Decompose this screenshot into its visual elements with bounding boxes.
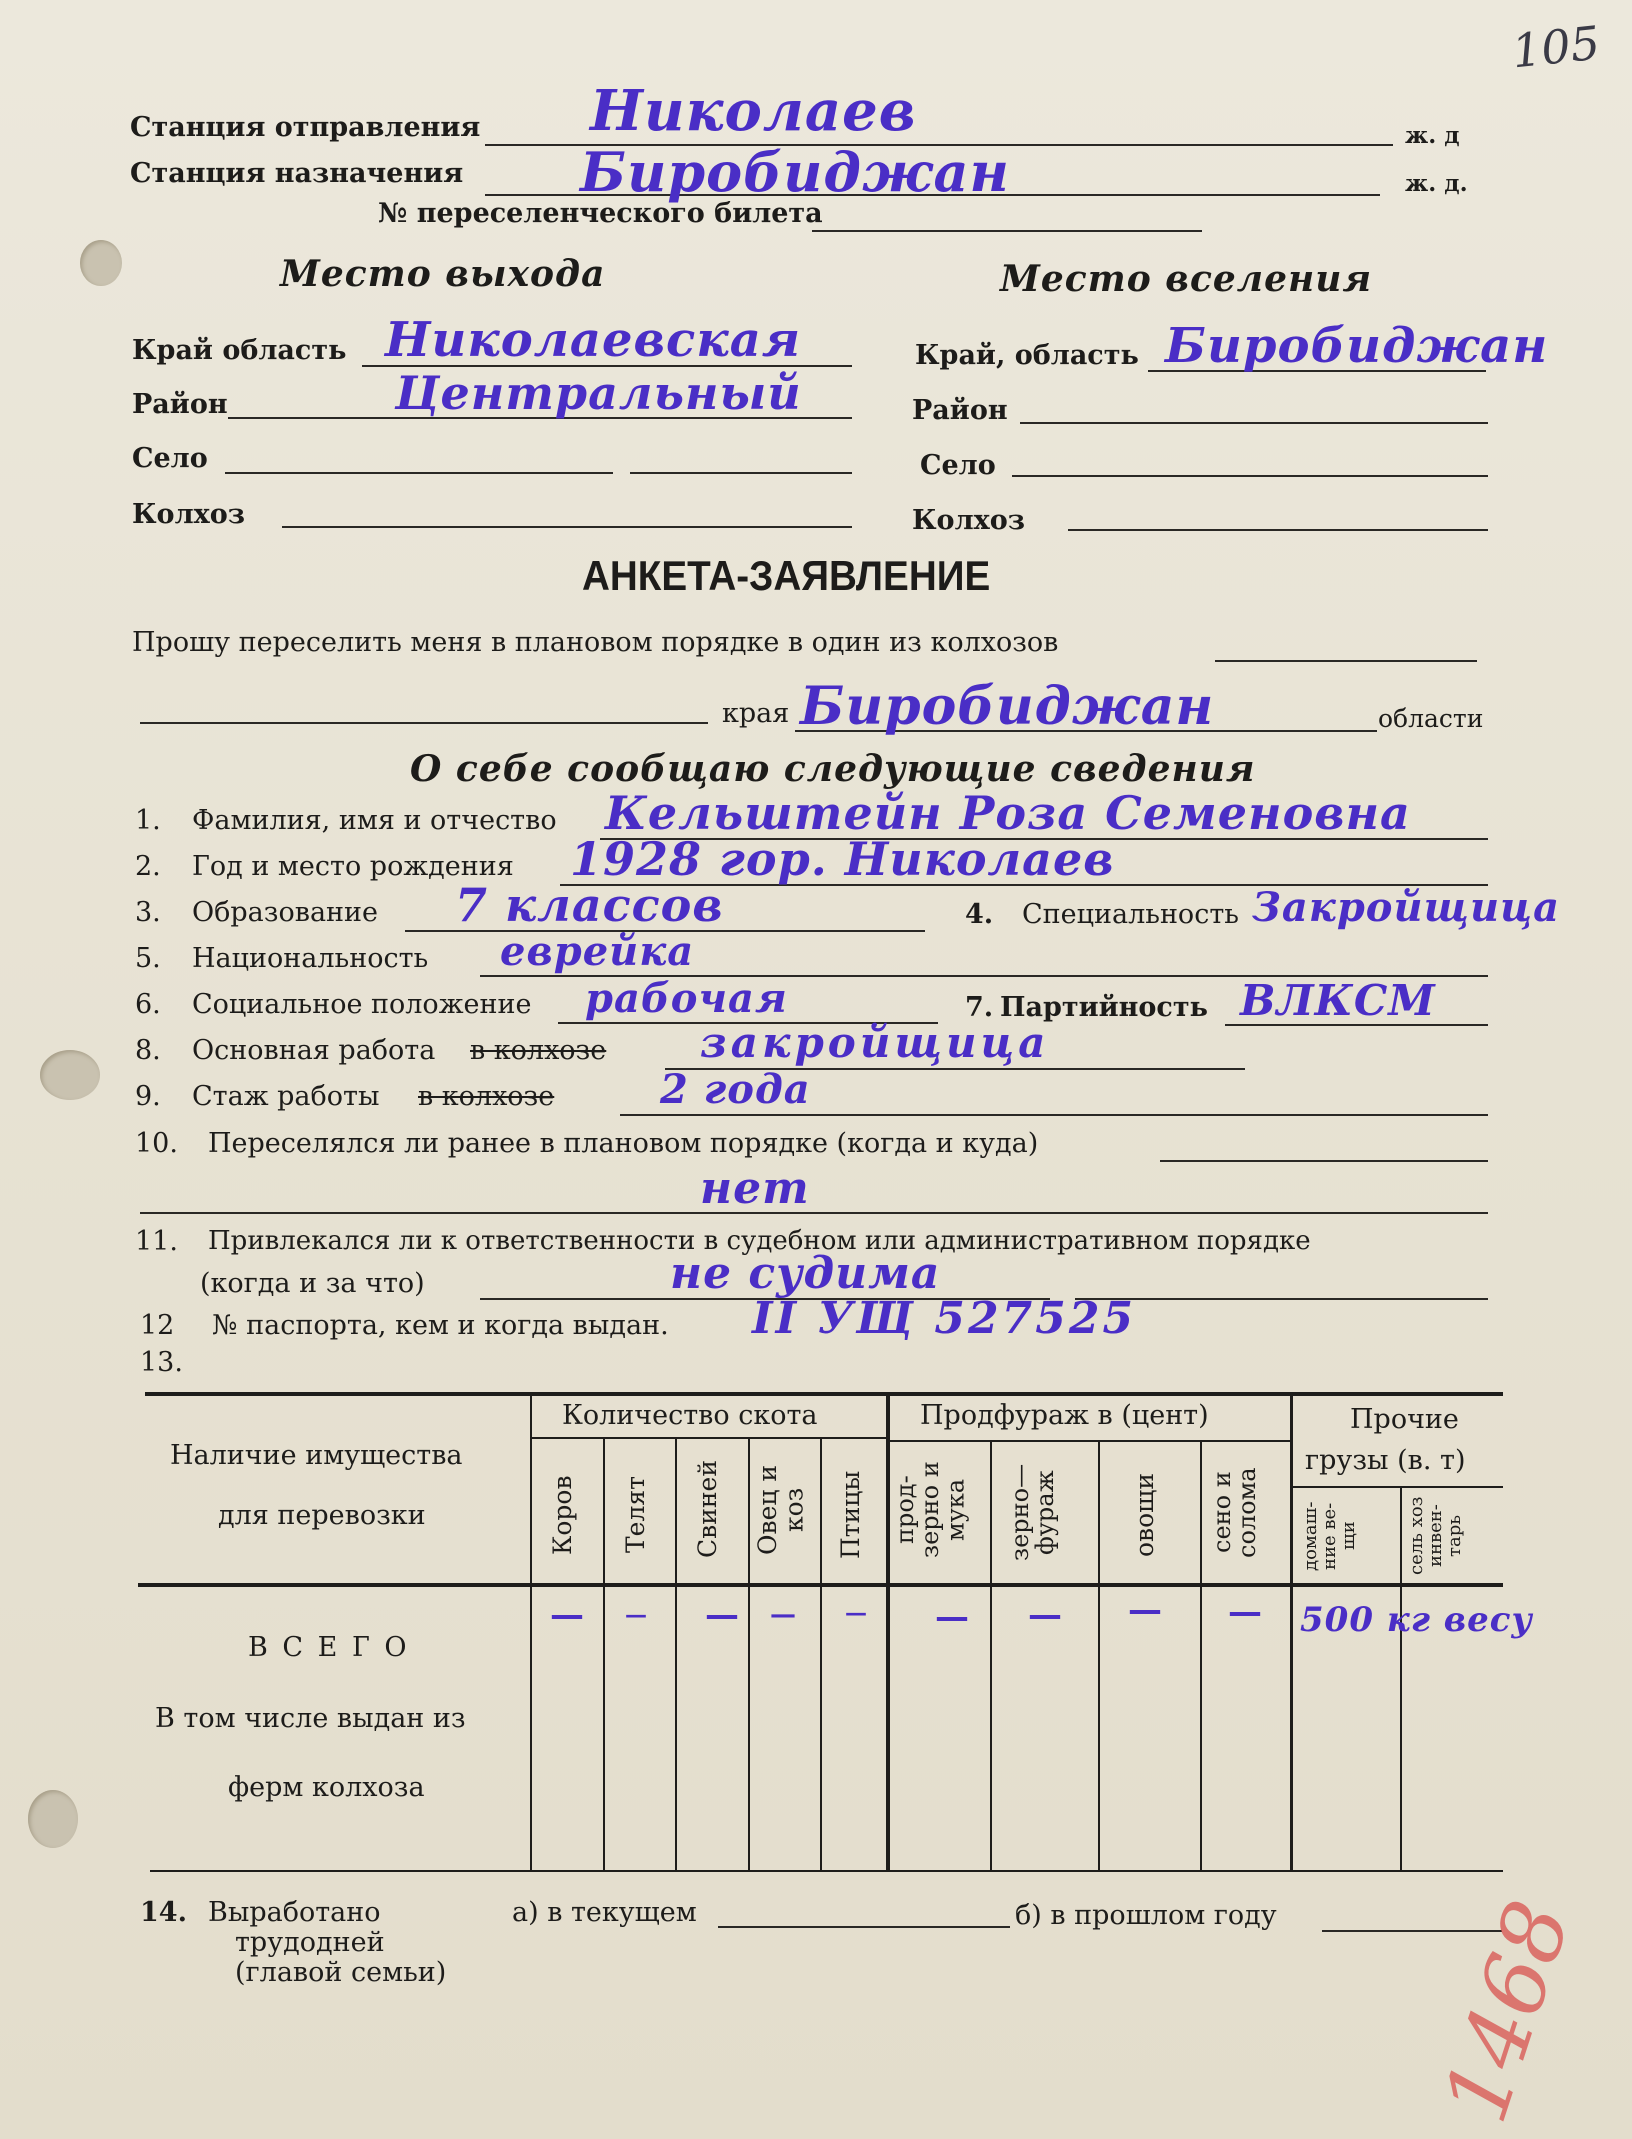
livestock-group-header: Количество скота	[562, 1400, 818, 1431]
request-line-1	[1215, 660, 1477, 662]
rail-abbr-2: ж. д.	[1405, 170, 1468, 197]
destination-station-label: Станция назначения	[130, 158, 464, 189]
item-5-number: 5.	[135, 943, 161, 974]
item-11-label-line2: (когда и за что)	[200, 1268, 425, 1299]
table-left-header-2: для перевозки	[218, 1500, 426, 1531]
settlement-village-label: Село	[920, 450, 996, 481]
origin-section-title: Место выхода	[280, 253, 606, 295]
other-group-header-1: Прочие	[1350, 1404, 1459, 1435]
col-header-cows: Коров	[548, 1475, 577, 1555]
col-rule-9	[1200, 1440, 1202, 1870]
rail-abbr-1: ж. д	[1405, 122, 1460, 149]
col-rule-8	[1098, 1440, 1100, 1870]
col-header-grain: прод-зерно и мука	[891, 1461, 970, 1559]
item-12-value: II УЩ 527525	[752, 1293, 1137, 1344]
item-7-label: Партийность	[1000, 992, 1208, 1023]
total-birds: —	[845, 1600, 867, 1626]
col-rule-3	[675, 1437, 677, 1870]
item-8-label: Основная работа	[192, 1035, 436, 1066]
total-vegetables: —	[1128, 1590, 1162, 1630]
col-header-sheep: Овец и коз	[753, 1464, 809, 1556]
origin-kolkhoz-label: Колхоз	[132, 499, 245, 530]
request-line-2	[140, 722, 708, 724]
item-10-value: нет	[700, 1163, 810, 1214]
item-14-label-1: Выработано	[208, 1897, 381, 1928]
row-label-issued-2: ферм колхоза	[228, 1772, 425, 1803]
item-2-number: 2.	[135, 851, 161, 882]
col-header-hay: сено и солома	[1208, 1467, 1262, 1558]
col-rule-10	[1290, 1396, 1293, 1870]
origin-village-line-1	[225, 472, 613, 474]
item-11-line-2	[1075, 1298, 1488, 1300]
col-rule-1	[530, 1396, 532, 1870]
col-rule-5	[820, 1437, 822, 1870]
request-krai-label: края	[722, 698, 790, 729]
origin-kolkhoz-line	[282, 526, 852, 528]
item-1-number: 1.	[135, 805, 161, 836]
item-9-line	[620, 1114, 1488, 1116]
item-10-line-1	[1160, 1160, 1488, 1162]
item-9-struck-text: в колхозе	[418, 1081, 555, 1112]
item-11-number: 11.	[135, 1226, 178, 1257]
table-top-rule	[145, 1392, 1503, 1396]
item-9-value: 2 года	[660, 1066, 811, 1113]
table-bottom-rule	[150, 1870, 1503, 1872]
settlement-kolkhoz-line	[1068, 529, 1488, 531]
origin-district-value: Центральный	[395, 366, 802, 420]
col-header-vegetables: овощи	[1130, 1472, 1159, 1558]
item-14-label-3: (главой семьи)	[235, 1957, 447, 1988]
item-1-label: Фамилия, имя и отчество	[192, 805, 557, 836]
item-7-number: 7.	[965, 992, 994, 1023]
item-12-number: 12	[140, 1310, 175, 1341]
item-12-label: № паспорта, кем и когда выдан.	[212, 1310, 669, 1341]
col-header-calves: Телят	[621, 1476, 650, 1554]
fodder-group-header: Продфураж в (цент)	[920, 1400, 1209, 1431]
form-title: АНКЕТА-ЗАЯВЛЕНИЕ	[582, 552, 991, 599]
request-oblast-label: области	[1378, 704, 1484, 733]
info-section-title: О себе сообщаю следующие сведения	[410, 748, 1256, 790]
item-10-label: Переселялся ли ранее в плановом порядке (когда и куда)	[208, 1128, 1039, 1159]
item-5-value: еврейка	[500, 928, 695, 975]
settlement-region-label: Край, область	[915, 340, 1139, 371]
settlement-region-value: Биробиджан	[1165, 318, 1549, 374]
past-year-line	[1322, 1930, 1502, 1932]
item-3-label: Образование	[192, 897, 379, 928]
item-4-label: Специальность	[1022, 899, 1239, 930]
item-11-value: не судима	[670, 1248, 941, 1299]
item-3-value: 7 классов	[455, 878, 724, 932]
red-pencil-mark: 1468	[1423, 1889, 1591, 2134]
row-label-issued-1: В том числе выдан из	[155, 1703, 466, 1734]
item-7-value: ВЛКСМ	[1240, 976, 1436, 1025]
item-1-value: Кельштейн Роза Семеновна	[605, 786, 1411, 840]
other-group-header-2: грузы (в. т)	[1305, 1445, 1466, 1476]
total-pigs: —	[705, 1595, 739, 1635]
origin-region-label: Край область	[132, 335, 347, 366]
col-header-pigs: Свиней	[693, 1460, 722, 1558]
item-14-number: 14.	[140, 1897, 187, 1928]
item-14-label-2: трудодней	[235, 1927, 385, 1958]
punch-hole-top	[80, 240, 122, 286]
col-header-feedgrain: зерно—фураж	[1006, 1463, 1060, 1562]
settlement-district-label: Район	[912, 395, 1008, 426]
item-2-value: 1928 гор. Николаев	[570, 832, 1115, 886]
ticket-number-label: № переселенческого билета	[378, 198, 823, 229]
item-8-struck-text: в колхозе	[470, 1035, 607, 1066]
col-rule-4	[748, 1437, 750, 1870]
punch-hole-bottom	[28, 1790, 78, 1848]
departure-station-label: Станция отправления	[130, 112, 481, 143]
current-year-label: а) в текущем	[512, 1897, 697, 1928]
other-group-rule	[1292, 1486, 1503, 1488]
row-label-total: В С Е Г О	[248, 1632, 410, 1663]
col-rule-2	[603, 1437, 605, 1870]
table-left-header-1: Наличие имущества	[170, 1440, 463, 1471]
corner-page-number: 105	[1509, 15, 1603, 79]
past-year-label: б) в прошлом году	[1015, 1900, 1277, 1931]
settlement-district-line	[1020, 422, 1488, 424]
destination-station-value: Биробиджан	[580, 140, 1010, 204]
settlement-section-title: Место вселения	[1000, 258, 1373, 300]
item-5-label: Национальность	[192, 943, 429, 974]
col-rule-11	[1400, 1488, 1402, 1870]
total-hay: —	[1228, 1592, 1262, 1632]
ticket-number-line	[812, 230, 1202, 232]
settlement-village-line	[1012, 475, 1488, 477]
settlement-kolkhoz-label: Колхоз	[912, 505, 1025, 536]
origin-village-label: Село	[132, 443, 208, 474]
origin-region-value: Николаевская	[385, 312, 802, 368]
col-header-birds: Птицы	[836, 1470, 865, 1560]
col-rule-6	[886, 1396, 890, 1870]
item-10-number: 10.	[135, 1128, 178, 1159]
total-feedgrain: —	[1028, 1595, 1062, 1635]
livestock-group-rule	[532, 1437, 887, 1439]
item-6-label: Социальное положение	[192, 989, 532, 1020]
request-text: Прошу переселить меня в плановом порядке в один из колхозов	[132, 627, 1059, 658]
item-3-number: 3.	[135, 897, 161, 928]
item-9-number: 9.	[135, 1081, 161, 1112]
col-header-farm: сель хоз инвен-тарь	[1406, 1496, 1465, 1576]
item-11-label-line1: Привлекался ли к ответственности в судебном или административном порядке	[208, 1226, 1311, 1256]
col-header-household: домаш-ние ве-щи	[1300, 1501, 1359, 1571]
request-krai-value: Биробиджан	[800, 676, 1215, 737]
item-2-label: Год и место рождения	[192, 851, 514, 882]
item-8-value: закройщица	[700, 1018, 1050, 1067]
item-6-value: рабочая	[585, 975, 788, 1022]
item-10-line-2	[140, 1212, 1488, 1214]
item-4-value: Закройщица	[1252, 884, 1561, 931]
total-household: 500 кг весу	[1300, 1600, 1533, 1640]
total-calves: —	[625, 1602, 647, 1628]
total-sheep: —	[770, 1600, 796, 1630]
total-cows: —	[550, 1595, 584, 1635]
total-grain: —	[935, 1597, 969, 1637]
item-8-number: 8.	[135, 1035, 161, 1066]
item-9-label: Стаж работы	[192, 1081, 380, 1112]
item-6-number: 6.	[135, 989, 161, 1020]
departure-station-value: Николаев	[590, 78, 917, 144]
origin-district-label: Район	[132, 389, 228, 420]
item-4-number: 4.	[965, 899, 994, 930]
current-year-line	[718, 1926, 1010, 1928]
col-rule-7	[990, 1440, 992, 1870]
punch-hole-middle	[40, 1050, 100, 1100]
origin-village-line-2	[630, 472, 852, 474]
item-13-number: 13.	[140, 1347, 183, 1378]
